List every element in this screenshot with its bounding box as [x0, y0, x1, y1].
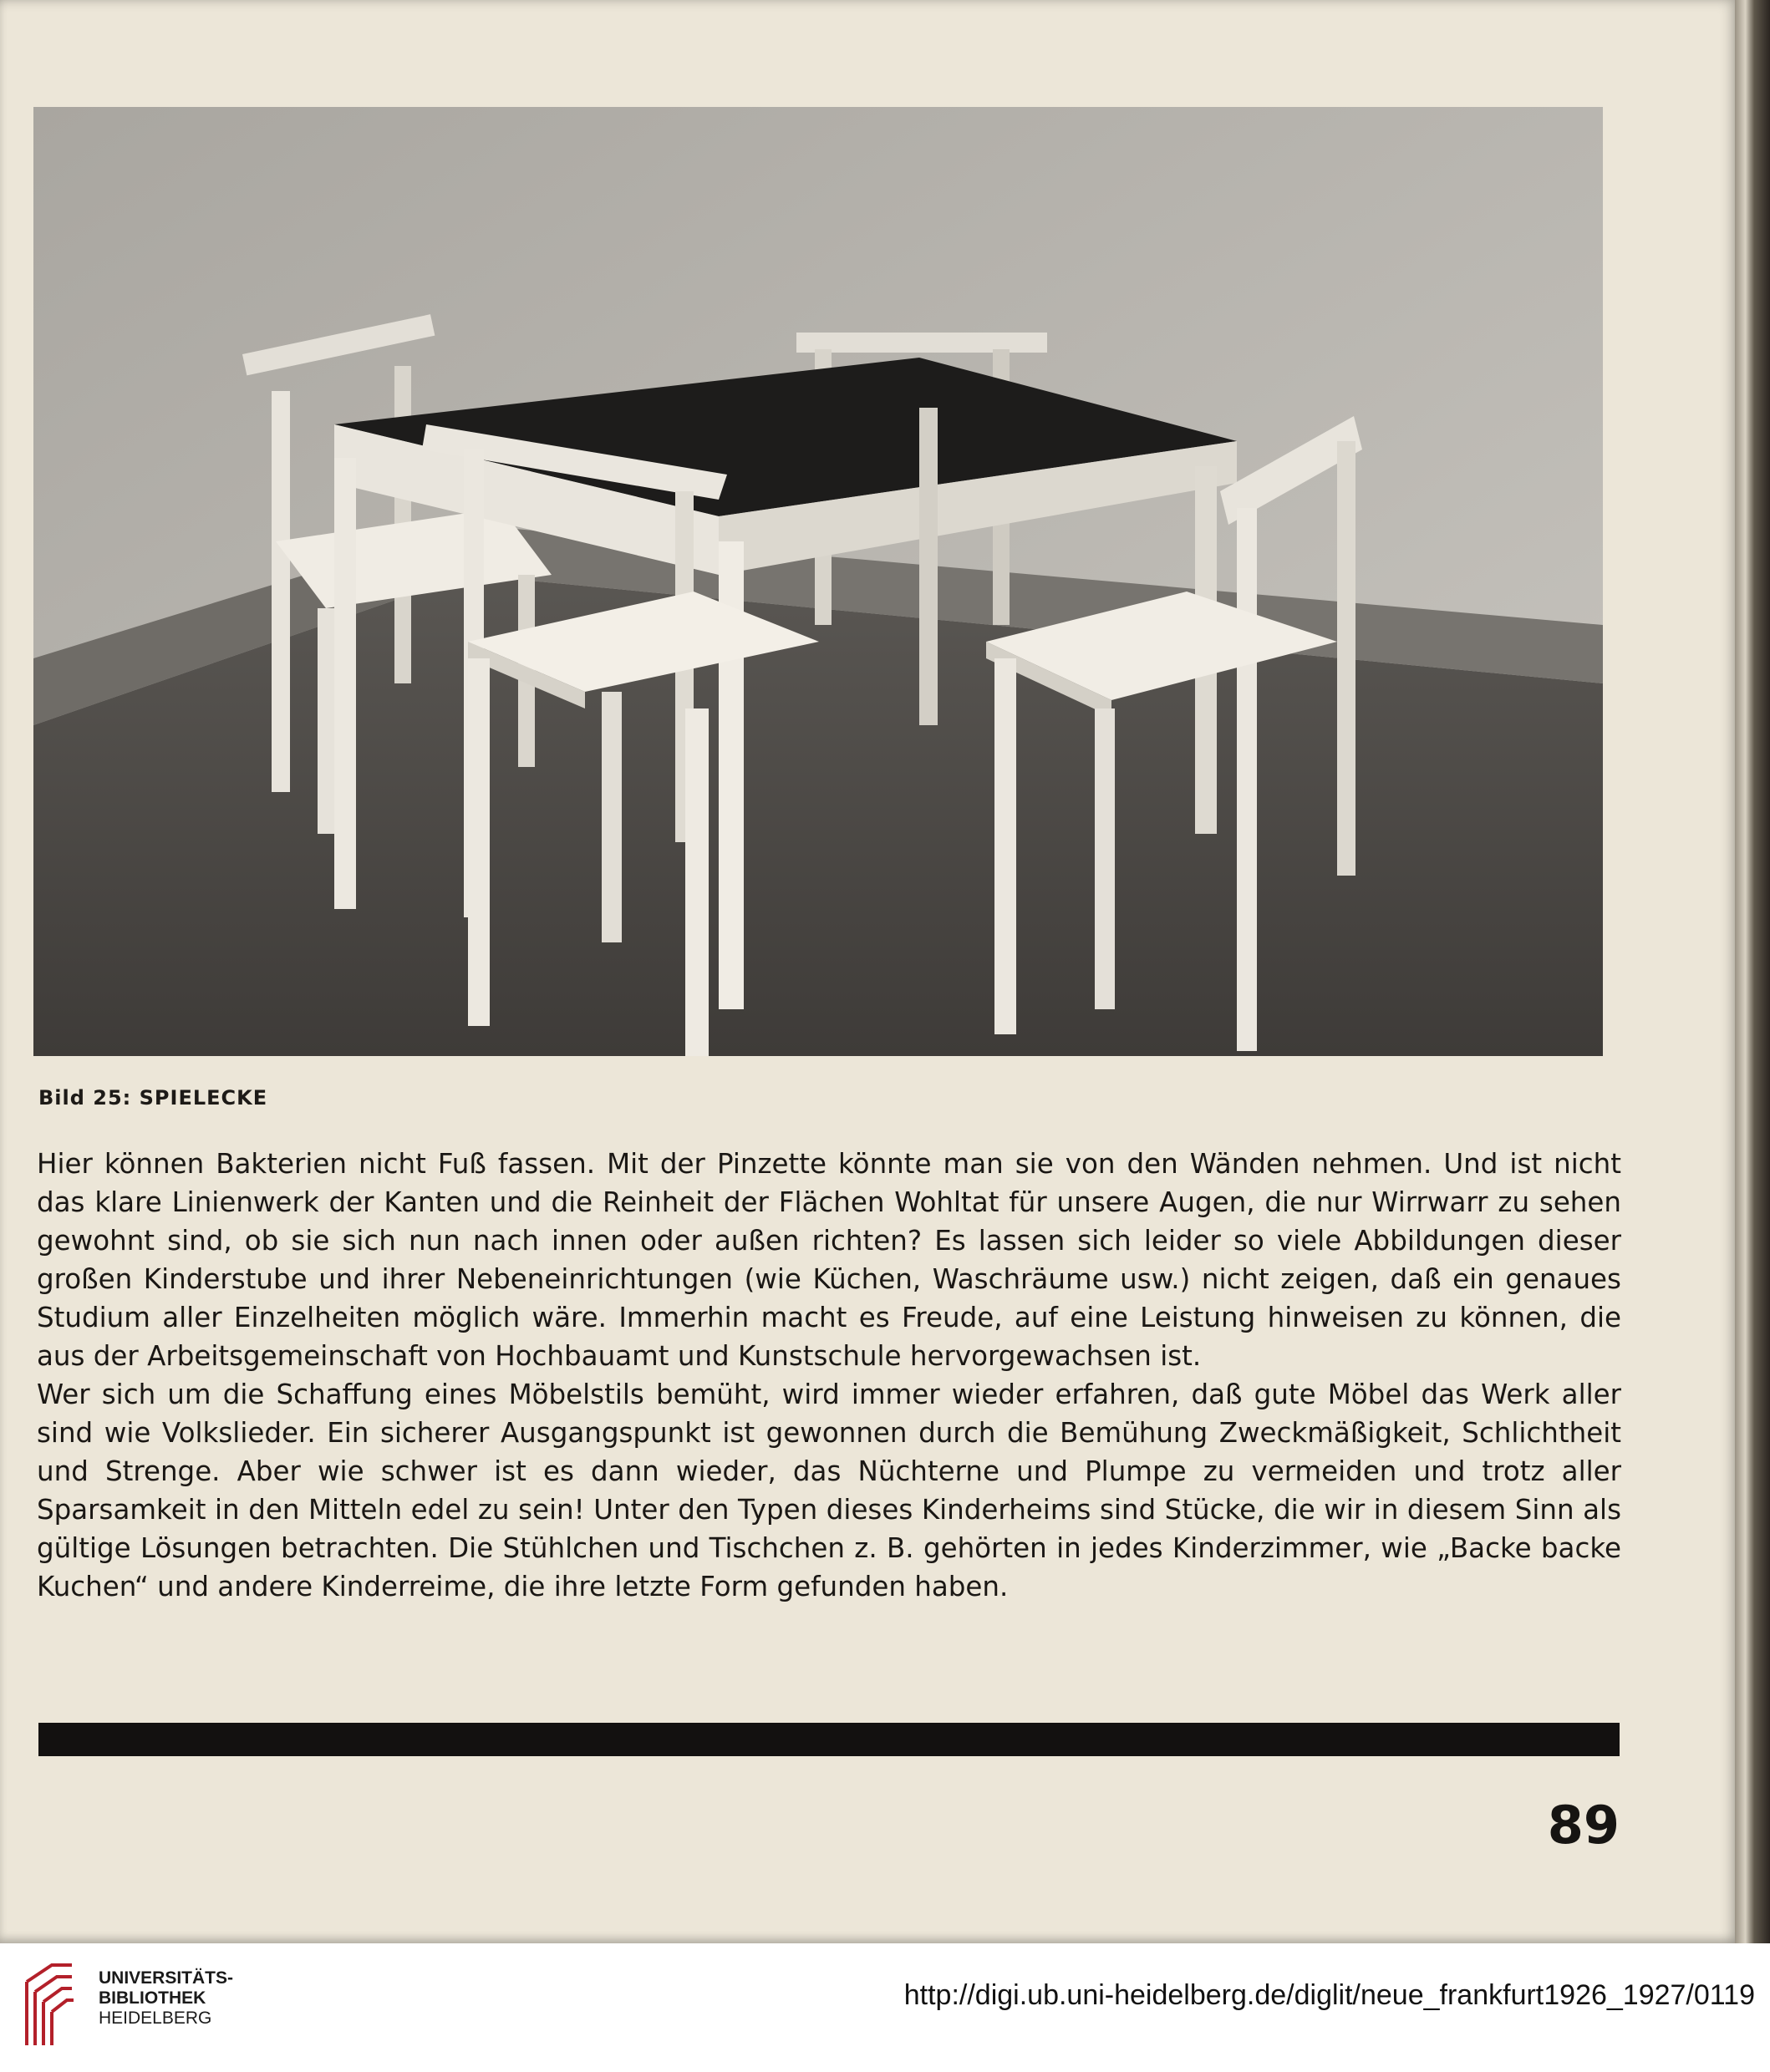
source-url-link[interactable]: http://digi.ub.uni-heidelberg.de/diglit/neue_frankfurt1926_1927/0119 — [903, 1979, 1755, 2011]
library-logo-icon — [18, 1958, 80, 2052]
paragraph-2: Wer sich um die Schaffung eines Möbelstils bemüht, wird immer wieder erfahren, daß gute Möbel das Werk aller sind wie Volkslieder. Ein sicherer Ausgangspunkt ist gewonnen durch die Bemühung Zweckmäßigkeit, Schlichtheit und Strenge. Aber wie schwer ist es dann wieder, das Nüchterne und Plumpe zu vermeiden und trotz aller Sparsamkeit in den Mitteln edel zu sein! Unter den Typen dieses Kinderheims sind Stücke, die wir in diesem Sinn als gültige Lösungen betrachten. Die Stühlchen und Tischchen z. B. gehörten in jedes Kinderzimmer, wie „Backe backe Kuchen“ und andere Kinderreime, die ihre letzte Form gefunden haben. — [37, 1379, 1621, 1602]
figure-caption: Bild 25: SPIELECKE — [38, 1086, 268, 1110]
photo-children-table-and-chairs — [33, 107, 1603, 1056]
library-name-line3: HEIDELBERG — [99, 2009, 212, 2028]
library-name-line2: BIBLIOTHEK — [99, 1988, 206, 2008]
library-name — [99, 1968, 316, 2029]
library-name-line1: UNIVERSITÄTS- — [99, 1968, 234, 1988]
page-number: 89 — [1547, 1795, 1620, 1856]
page-edge — [1735, 0, 1770, 1943]
paragraph-1: Hier können Bakterien nicht Fuß fassen. Mit der Pinzette könnte man sie von den Wänden nehmen. Und ist nicht das klare Linienwerk der Kanten und die Reinheit der Flächen Wohltat für unsere Augen, die nur Wirrwarr zu sehen gewohnt sind, ob sie sich nun nach innen oder außen richten? Es lassen sich leider so viele Abbildungen dieser großen Kinderstube und ihrer Nebeneinrichtungen (wie Küchen, Waschräume usw.) nicht zeigen, daß ein genaues Studium aller Einzelheiten möglich wäre. Immerhin macht es Freude, auf eine Leistung hinweisen zu können, die aus der Arbeitsgemeinschaft von Hochbauamt und Kunstschule hervorgewachsen ist. — [37, 1148, 1621, 1372]
black-rule-divider — [38, 1723, 1620, 1756]
body-text — [37, 1145, 1621, 1606]
